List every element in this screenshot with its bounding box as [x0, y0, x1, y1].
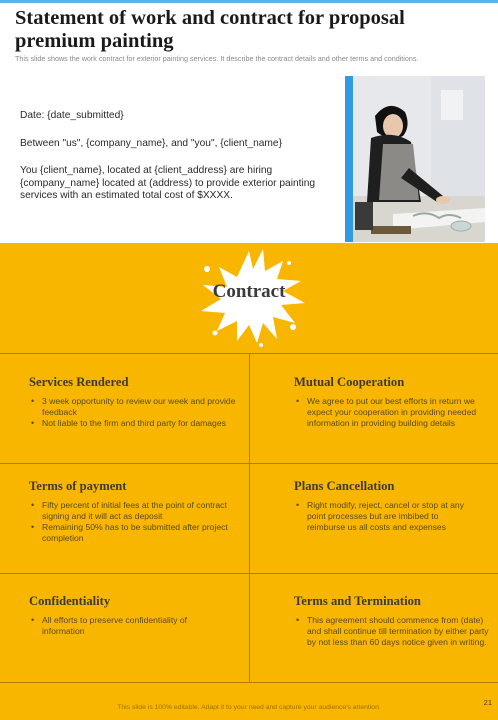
- section-services-rendered: [29, 375, 249, 429]
- photo-accent-bar: [345, 76, 353, 242]
- intro-body: You {client_name}, located at {client_address} are hiring {company_name} located at (address) to provide exterior painting services with an estimated total cost of $XXXX.: [20, 165, 316, 201]
- section-terms-and-termination: [294, 594, 490, 648]
- photo-frame: [345, 76, 485, 242]
- bullet-item: • We agree to put our best efforts in return we expect your cooperation in providing needed information in providing building details: [307, 396, 490, 429]
- section-heading: Terms of payment: [29, 479, 127, 493]
- bullet-list: [294, 396, 490, 429]
- page-number: 21: [483, 698, 492, 707]
- section-heading: Plans Cancellation: [294, 479, 395, 493]
- intro-block: [20, 110, 320, 218]
- bullet-list: [29, 615, 229, 637]
- painter-photo: [353, 76, 485, 242]
- section-heading: Terms and Termination: [294, 594, 421, 608]
- page-subtitle: This slide shows the work contract for exterior painting services. It describe the contract details and other terms and conditions.: [15, 54, 419, 63]
- contract-grid: [0, 353, 498, 683]
- date-line: Date: {date_submitted}: [20, 110, 124, 121]
- bullet-list: [294, 615, 490, 648]
- bullet-item: • Right modify, reject, cancel or stop at any point processes but are imbibed to reimburse us all costs and expenses: [307, 500, 474, 533]
- bullet-list: [29, 396, 249, 429]
- section-mutual-cooperation: [294, 375, 490, 429]
- section-plans-cancellation: [294, 479, 474, 533]
- bullet-item: • Remaining 50% has to be submitted after project completion: [42, 522, 229, 544]
- bullet-item: • All efforts to preserve confidentiality of information: [42, 615, 229, 637]
- section-heading: Confidentiality: [29, 594, 111, 608]
- section-heading: Services Rendered: [29, 375, 129, 389]
- page-title: Statement of work and contract for proposal premium painting: [15, 7, 405, 52]
- section-heading: Mutual Cooperation: [294, 375, 405, 389]
- section-confidentiality: [29, 594, 229, 637]
- grid-divider-vertical: [249, 353, 250, 683]
- section-terms-of-payment: [29, 479, 229, 544]
- painter-illustration: [353, 76, 485, 242]
- top-accent-rule: [0, 0, 498, 3]
- footer-note: This slide is 100% editable. Adapt it to your need and capture your audience's attention.: [117, 704, 381, 711]
- between-line: Between "us", {company_name}, and "you", {client_name}: [20, 137, 282, 149]
- bullet-item: • 3 week opportunity to review our week and provide feedback: [42, 396, 249, 418]
- bullet-list: [294, 500, 474, 533]
- bullet-item: • Not liable to the firm and third party for damages: [42, 418, 249, 429]
- bullet-list: [29, 500, 229, 544]
- contract-title: Contract: [212, 281, 286, 302]
- bullet-item: • Fifty percent of initial fees at the point of contract signing and it will act as deposit: [42, 500, 229, 522]
- bullet-item: • This agreement should commence from (date) and shall continue till termination by either party by not less than 60 days notice given in writing.: [307, 615, 490, 648]
